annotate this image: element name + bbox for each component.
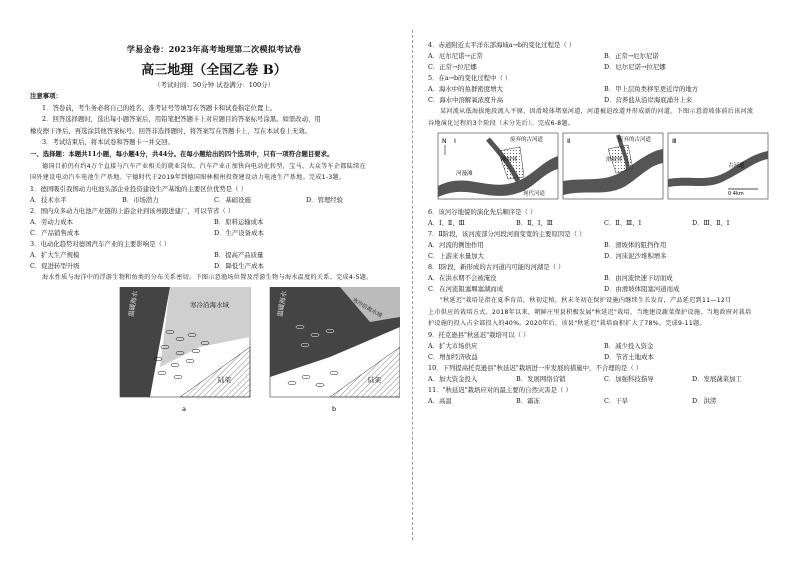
option: C．海水中溶解氧浓度升高: [428, 96, 504, 104]
floodplain-label: 河漫滩: [456, 171, 473, 178]
passage-text: 某河流从低海拔地段流入平原，因滑坡体堵塞河道，河道被迫改道并形成新的河道。下图示意滑坡体前后该河流: [440, 108, 754, 115]
stage-panel-3: [668, 133, 768, 199]
stage-label: Ⅱ: [567, 137, 571, 146]
option: B．由河流快速下切而成: [604, 274, 673, 283]
warm-label-a: 温暖海水: [127, 290, 140, 318]
option: B．Ⅱ、Ⅰ、Ⅲ: [516, 219, 553, 228]
question-6: 6．该河谷地貌的演化先后顺序是（ ）: [428, 208, 537, 217]
north-arrow: N: [442, 138, 447, 146]
scale-bar-label: 0 4km: [728, 191, 744, 198]
warm-label-b: 温暖海水: [276, 290, 289, 318]
option: A．海水中的鱼群密度增大: [428, 85, 503, 93]
old-river-label-2: 废弃的古河道: [618, 137, 652, 144]
option: C．增加经济收益: [428, 352, 478, 361]
question-5-options: [428, 84, 780, 106]
question-4: 4．赤道附近太平洋东部海域a→b的变化过程是（ ）: [428, 41, 576, 49]
option: A．技术水平: [30, 195, 67, 204]
option: C．干旱: [604, 396, 629, 405]
old-river-label: 废弃的古河道: [510, 137, 544, 144]
question-2: 2．国内众多动力电池产业链的上游企业到该州跟进建厂，可以节省（ ）: [30, 206, 235, 215]
option: D．Ⅲ、Ⅱ、Ⅰ: [692, 219, 730, 228]
fishery-figure: [30, 287, 400, 417]
note-item: 3．考试结束后，将本试卷和答题卡一并交回。: [42, 138, 174, 147]
river-valley-figure: [428, 131, 778, 203]
passage-text: 德国目前仍有约4万个直接与汽车产业相关的就业岗位。汽车产业正加快向电动化转型，宝马、大众等车企都陆续在: [42, 162, 366, 170]
stage-panel-1: [438, 133, 558, 199]
option: D．厄尔尼诺→拉尼娜: [604, 63, 666, 71]
question-8: 8．Ⅰ阶段，新形成的古河道内可能的河湖是（ ）: [428, 263, 565, 272]
option: D．生产设备成本: [214, 228, 264, 237]
ancient-river-label: 古河道: [728, 163, 745, 170]
option: B．正常→厄尔尼诺: [604, 52, 659, 60]
option: C．正常→拉尼娜: [428, 63, 477, 71]
option: B．市场潜力: [122, 195, 159, 204]
question-8-options: [428, 273, 780, 295]
passage-text: 护设施的投入占全部投入的40%。2020年后，该县"秋延迟"栽培面积扩大了78%。完成9-11题。: [428, 320, 706, 328]
exam-meta: （考试时间：50分钟 试卷满分：100分）: [153, 81, 275, 89]
option: C．产品销售成本: [30, 228, 80, 237]
section-heading: 一、选择题：本题共11小题，每小题4分，共44分。在每小题给出的四个选项中，只有一项符合题目要求。: [30, 149, 334, 158]
panel-a-label: a: [182, 405, 186, 414]
option: D．洪涝: [692, 396, 717, 405]
option: C．上游来水量加大: [428, 252, 485, 261]
panel-b: [270, 287, 400, 413]
exam-subtitle: 高三地理（全国乙卷 B）: [141, 63, 287, 78]
passage-text: 谷地演化过程的3个阶段（未分先后）。完成6-8题。: [428, 119, 575, 127]
note-item: 橡皮擦干净后，再选涂其他答案标号。回答非选择题时，将答案写在答题卡上，写在本试卷上无效。: [30, 126, 312, 135]
question-4-options: [428, 51, 780, 73]
cold-label-b: 寒冷沿海水域: [351, 297, 383, 320]
question-11: 11．"秋延迟"栽培应对的最主要的自然灾害是（ ）: [428, 385, 572, 394]
option: B．减少投入资金: [604, 341, 654, 350]
option: D．由滑坡体阻塞河道而成: [604, 285, 680, 294]
question-7: 7．Ⅱ阶段，该河流部分河段河面变宽的主要原因是（ ）: [428, 230, 586, 239]
option: D．营养盐从沿岸海底涌升上来: [604, 96, 693, 104]
cold-label-a: 寒冷沿海水域: [190, 301, 229, 310]
option: A．扩大市场供应: [428, 341, 478, 350]
shelf-label-a: 陆架: [218, 376, 231, 385]
question-9-options: [428, 341, 780, 363]
passage-text: 上市供应的栽培方式。2018年以来，朝鲜庄里县积极发展"秋延迟"栽培，当地建设蔬菜保护设施，当地政府对栽培: [428, 308, 752, 316]
option: D．管理经验: [306, 195, 344, 204]
option: A．加大资金投入: [428, 374, 478, 383]
stage-panel-2: [563, 133, 663, 199]
option: A．河流的侧蚀作用: [428, 241, 484, 250]
option: C．在河流阻塞堰塞湖而成: [428, 285, 504, 294]
option: C．促进转型升级: [30, 261, 80, 270]
question-1: 1．德国吸引我国动力电池头部企业投资建设生产基地的主要区位优势是（ ）: [30, 184, 247, 193]
option: A．厄尔尼诺→正常: [428, 52, 483, 60]
passage-text: 国外建设电动汽车电池生产基地。宁德时代于2019年到德国图林根州投资建设动力电池生产基地。完成1-3题。: [30, 174, 346, 182]
passage-text: 海水性质与海洋中的浮游生物和鱼类的分布关系密切。下图示意渔场位置及浮游生物与海水温度的关系。完成4-5题。: [42, 273, 373, 281]
option: D．降低生产成本: [214, 261, 264, 270]
question-6-options: [428, 218, 780, 229]
question-3-options: [30, 250, 398, 272]
option: B．发展网络营销: [516, 374, 566, 383]
question-9: 9．托克逊县"秋延迟"栽培可以（ ）: [428, 330, 530, 339]
landslide-label: 滑坡体: [501, 157, 518, 164]
option: B．滑坡体的阻挡作用: [604, 241, 667, 250]
option: C．基础设施: [214, 195, 251, 204]
option: D．发展蔬菜加工: [692, 374, 742, 383]
panel-a: [120, 287, 250, 413]
question-1-options: [30, 195, 398, 206]
exam-title: 学易金卷：2023年高考地理第二次模拟考试卷: [126, 44, 302, 54]
option: A．扩大生产规模: [30, 250, 80, 259]
right-column: [412, 0, 794, 562]
question-11-options: [428, 396, 780, 407]
note-item: 2．回答选择题时，选出每小题答案后，用铅笔把答题卡上对应题目的答案标号涂黑。如需改动，用: [42, 115, 321, 124]
question-10-options: [428, 374, 780, 385]
stage-label: Ⅲ: [672, 137, 677, 146]
landslide-label-2: 滑坡体: [606, 157, 623, 164]
passage-text: "秋延迟"栽培是指在夏季育苗，秋初定植，秋末冬初在保护设施内继续生长发育，产品延迟到11—12月: [440, 297, 732, 305]
option: D．河床泥沙堆积增多: [604, 252, 667, 261]
option: B．霜冻: [516, 396, 540, 405]
notes-heading: 注意事项：: [30, 92, 62, 100]
option: C．加强科技指导: [604, 374, 654, 383]
stage-label: Ⅰ: [454, 137, 456, 146]
option: A．Ⅰ、Ⅱ、Ⅲ: [428, 219, 465, 228]
option: B．提高产品质量: [214, 250, 264, 259]
question-10: 10．下列提高托克逊县"秋延迟"栽培进一步发展的措施中，不合理的是（ ）: [428, 363, 643, 372]
shelf-label-b: 陆架: [368, 376, 381, 385]
panel-b-label: b: [332, 405, 337, 414]
question-2-options: [30, 217, 398, 239]
option: B．甲上层鱼类移至更近岸的地方: [604, 85, 699, 93]
option: A．劳动力成本: [30, 217, 73, 226]
option: C．Ⅱ、Ⅲ、Ⅰ: [604, 219, 642, 228]
modern-river-label: 现代河道: [523, 191, 546, 198]
question-5: 5．在a→b的变化过程中（ ）: [428, 74, 512, 82]
option: A．高温: [428, 396, 452, 405]
option: B．原料运输成本: [214, 217, 264, 226]
option: A．在洪水期不会被淹没: [428, 274, 497, 283]
option: D．节省土地成本: [604, 352, 654, 361]
question-3: 3．电动化趋势对德国汽车产业的主要影响是（ ）: [30, 239, 171, 248]
question-7-options: [428, 240, 780, 262]
note-item: 1．答卷前，考生务必将自己的姓名、准考证号等填写在答题卡和试卷指定位置上。: [42, 103, 277, 112]
